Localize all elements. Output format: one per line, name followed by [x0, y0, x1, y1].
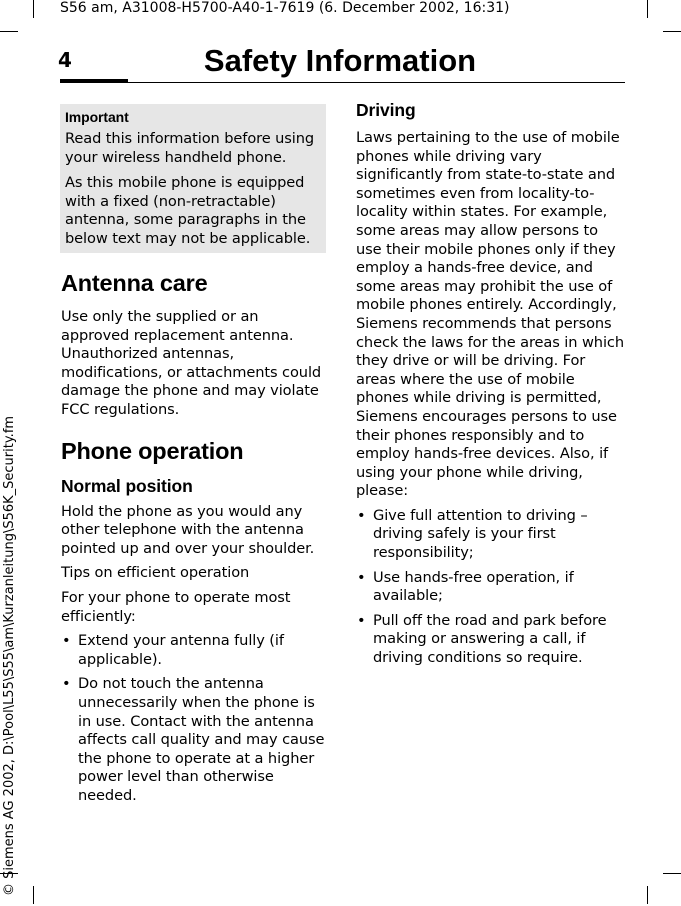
side-copyright-path: © Siemens AG 2002, D:\Pool\L55\S55\am\Kurzanleitung\S56K_Security.fm [2, 415, 17, 896]
running-header: S56 am, A31008-H5700-A40-1-7619 (6. December 2002, 16:31) [60, 0, 510, 16]
important-paragraph: Read this information before using your wireless handheld phone. [65, 130, 315, 166]
phone-operation-heading: Phone operation [61, 437, 244, 464]
header-rule-accent [60, 79, 128, 83]
driving-list [356, 507, 624, 668]
list-item: • Give full attention to driving – driving safely is your first responsibility; [357, 506, 588, 562]
bullet-icon: • [357, 506, 366, 524]
antenna-care-text: Use only the supplied or an approved replacement antenna. Unauthorized antennas, modifications, or attachments could damage the phone and may violate FCC regulations. [61, 308, 322, 418]
crop-mark-bottom-left-v [33, 886, 34, 904]
bullet-icon: • [357, 611, 366, 629]
tips-label: Tips on efficient operation [61, 564, 250, 582]
header-rule [60, 82, 625, 83]
bullet-icon: • [62, 675, 71, 693]
important-box [60, 104, 326, 253]
page-title: Safety Information [203, 43, 477, 78]
list-item: • Extend your antenna fully (if applicable). [62, 632, 284, 668]
crop-mark-top-left-h [0, 31, 18, 32]
crop-mark-bottom-right-v [647, 886, 648, 904]
list-item: • Use hands-free operation, if available; [357, 568, 574, 605]
list-item: • Pull off the road and park before making or answering a call, if driving conditions so require. [357, 611, 607, 667]
right-column [356, 99, 624, 674]
bullet-icon: • [62, 632, 71, 650]
important-title: Important [65, 109, 129, 125]
list-item: • Do not touch the antenna unnecessarily when the phone is in use. Contact with the antenna affects call quality and may cause the phone to operate at a higher power level than otherwise needed. [62, 675, 325, 804]
page-number: 4 [58, 48, 72, 72]
driving-text: Laws pertaining to the use of mobile phones while driving vary significantly from state-to-state and sometimes even from locality-to-locality within states. For example, some areas may allow persons to use their mobile phones only if they employ a hands-free device, and some areas may prohibit the use of mobile phones entirely. Accordingly, Siemens recommends that persons check the laws for the areas in which they drive or will be driving. For areas where the use of mobile phones while driving is permitted, Siemens encourages persons to use their phones responsibly and to employ hands-free devices. Also, if using your phone while driving, please: [356, 129, 624, 500]
antenna-care-heading: Antenna care [61, 270, 208, 296]
crop-mark-bottom-right-h [663, 873, 681, 874]
efficient-intro: For your phone to operate most efficiently: [61, 588, 291, 625]
normal-position-heading: Normal position [61, 475, 193, 496]
driving-heading: Driving [356, 100, 416, 120]
crop-mark-top-left-v [33, 0, 34, 18]
important-paragraph: As this mobile phone is equipped with a fixed (non-retractable) antenna, some paragraphs in the below text may not be applicable. [65, 174, 311, 247]
normal-position-text: Hold the phone as you would any other telephone with the antenna pointed up and over your shoulder. [61, 502, 315, 557]
left-column [61, 268, 327, 811]
crop-mark-top-right-h [663, 31, 681, 32]
efficient-operation-list [61, 632, 327, 805]
bullet-icon: • [357, 568, 366, 586]
